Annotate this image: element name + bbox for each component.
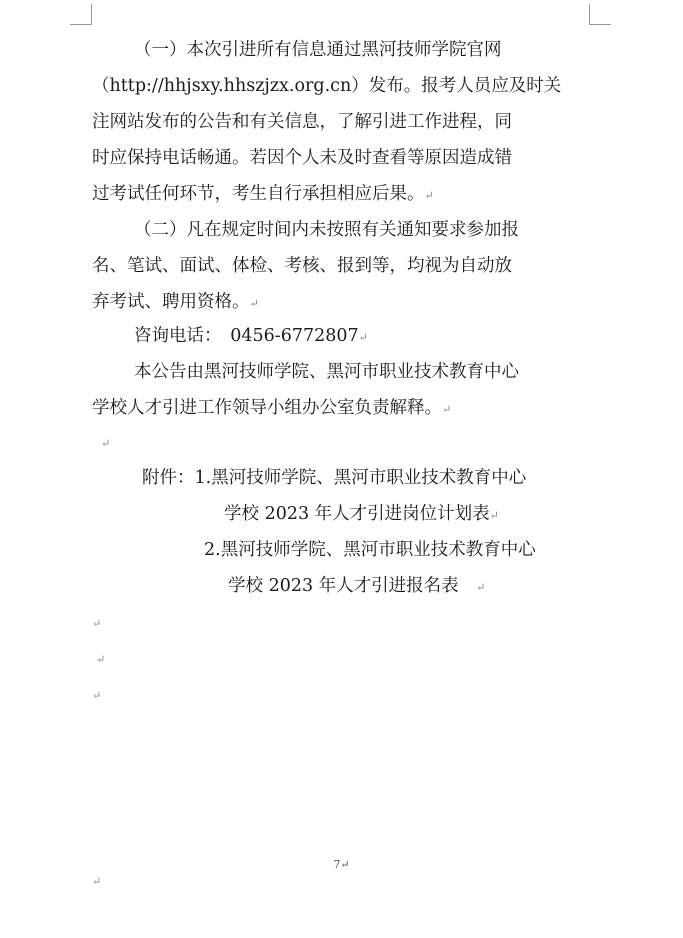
crop-mark-right-vertical [589, 4, 590, 25]
text-line: 咨询电话： 0456-6772807↵ [134, 326, 368, 346]
text-line: （http://hhjsxy.hhszjzx.org.cn）发布。报考人员应及时关 [92, 76, 562, 96]
paragraph-mark: ↵ [489, 509, 499, 522]
paragraph-mark: ↵ [476, 581, 486, 594]
paragraph-mark: ↵ [249, 297, 259, 310]
paragraph-mark: ↵ [358, 331, 368, 344]
crop-mark-right-horizontal [589, 24, 611, 25]
text-line: 时应保持电话畅通。若因个人未及时查看等原因造成错 [92, 148, 512, 168]
paragraph-mark: ↵ [92, 617, 102, 630]
text-line: 注网站发布的公告和有关信息，了解引进工作进程，同 [92, 112, 512, 132]
text-line: 过考试任何环节，考生自行承担相应后果。↵ [92, 184, 434, 204]
attachment-line: 学校 2023 年人才引进岗位计划表↵ [224, 504, 499, 524]
text-line: （一）本次引进所有信息通过黑河技师学院官网 [134, 40, 502, 60]
paragraph-mark: ↵ [92, 689, 102, 702]
page-number: 7↵ [333, 858, 350, 871]
text-line: 名、笔试、面试、体检、考核、报到等，均视为自动放 [92, 256, 512, 276]
paragraph-mark: ↵ [424, 189, 434, 202]
paragraph-mark: ↵ [92, 875, 102, 888]
attachment-line: 附件：1.黑河技师学院、黑河市职业技术教育中心 [142, 468, 527, 488]
crop-mark-left-vertical [91, 4, 92, 25]
paragraph-mark: ↵ [101, 437, 111, 450]
attachment-line: 2.黑河技师学院、黑河市职业技术教育中心 [204, 540, 536, 560]
text-line: （二）凡在规定时间内未按照有关通知要求参加报 [134, 220, 519, 240]
text-line: 本公告由黑河技师学院、黑河市职业技术教育中心 [134, 362, 519, 382]
text-line: 学校人才引进工作领导小组办公室负责解释。↵ [92, 398, 452, 418]
crop-mark-left-horizontal [70, 24, 92, 25]
attachment-line: 学校 2023 年人才引进报名表 ↵ [228, 576, 486, 596]
paragraph-mark: ↵ [442, 403, 452, 416]
paragraph-mark: ↵ [96, 653, 106, 666]
text-line: 弃考试、聘用资格。↵ [92, 292, 259, 312]
